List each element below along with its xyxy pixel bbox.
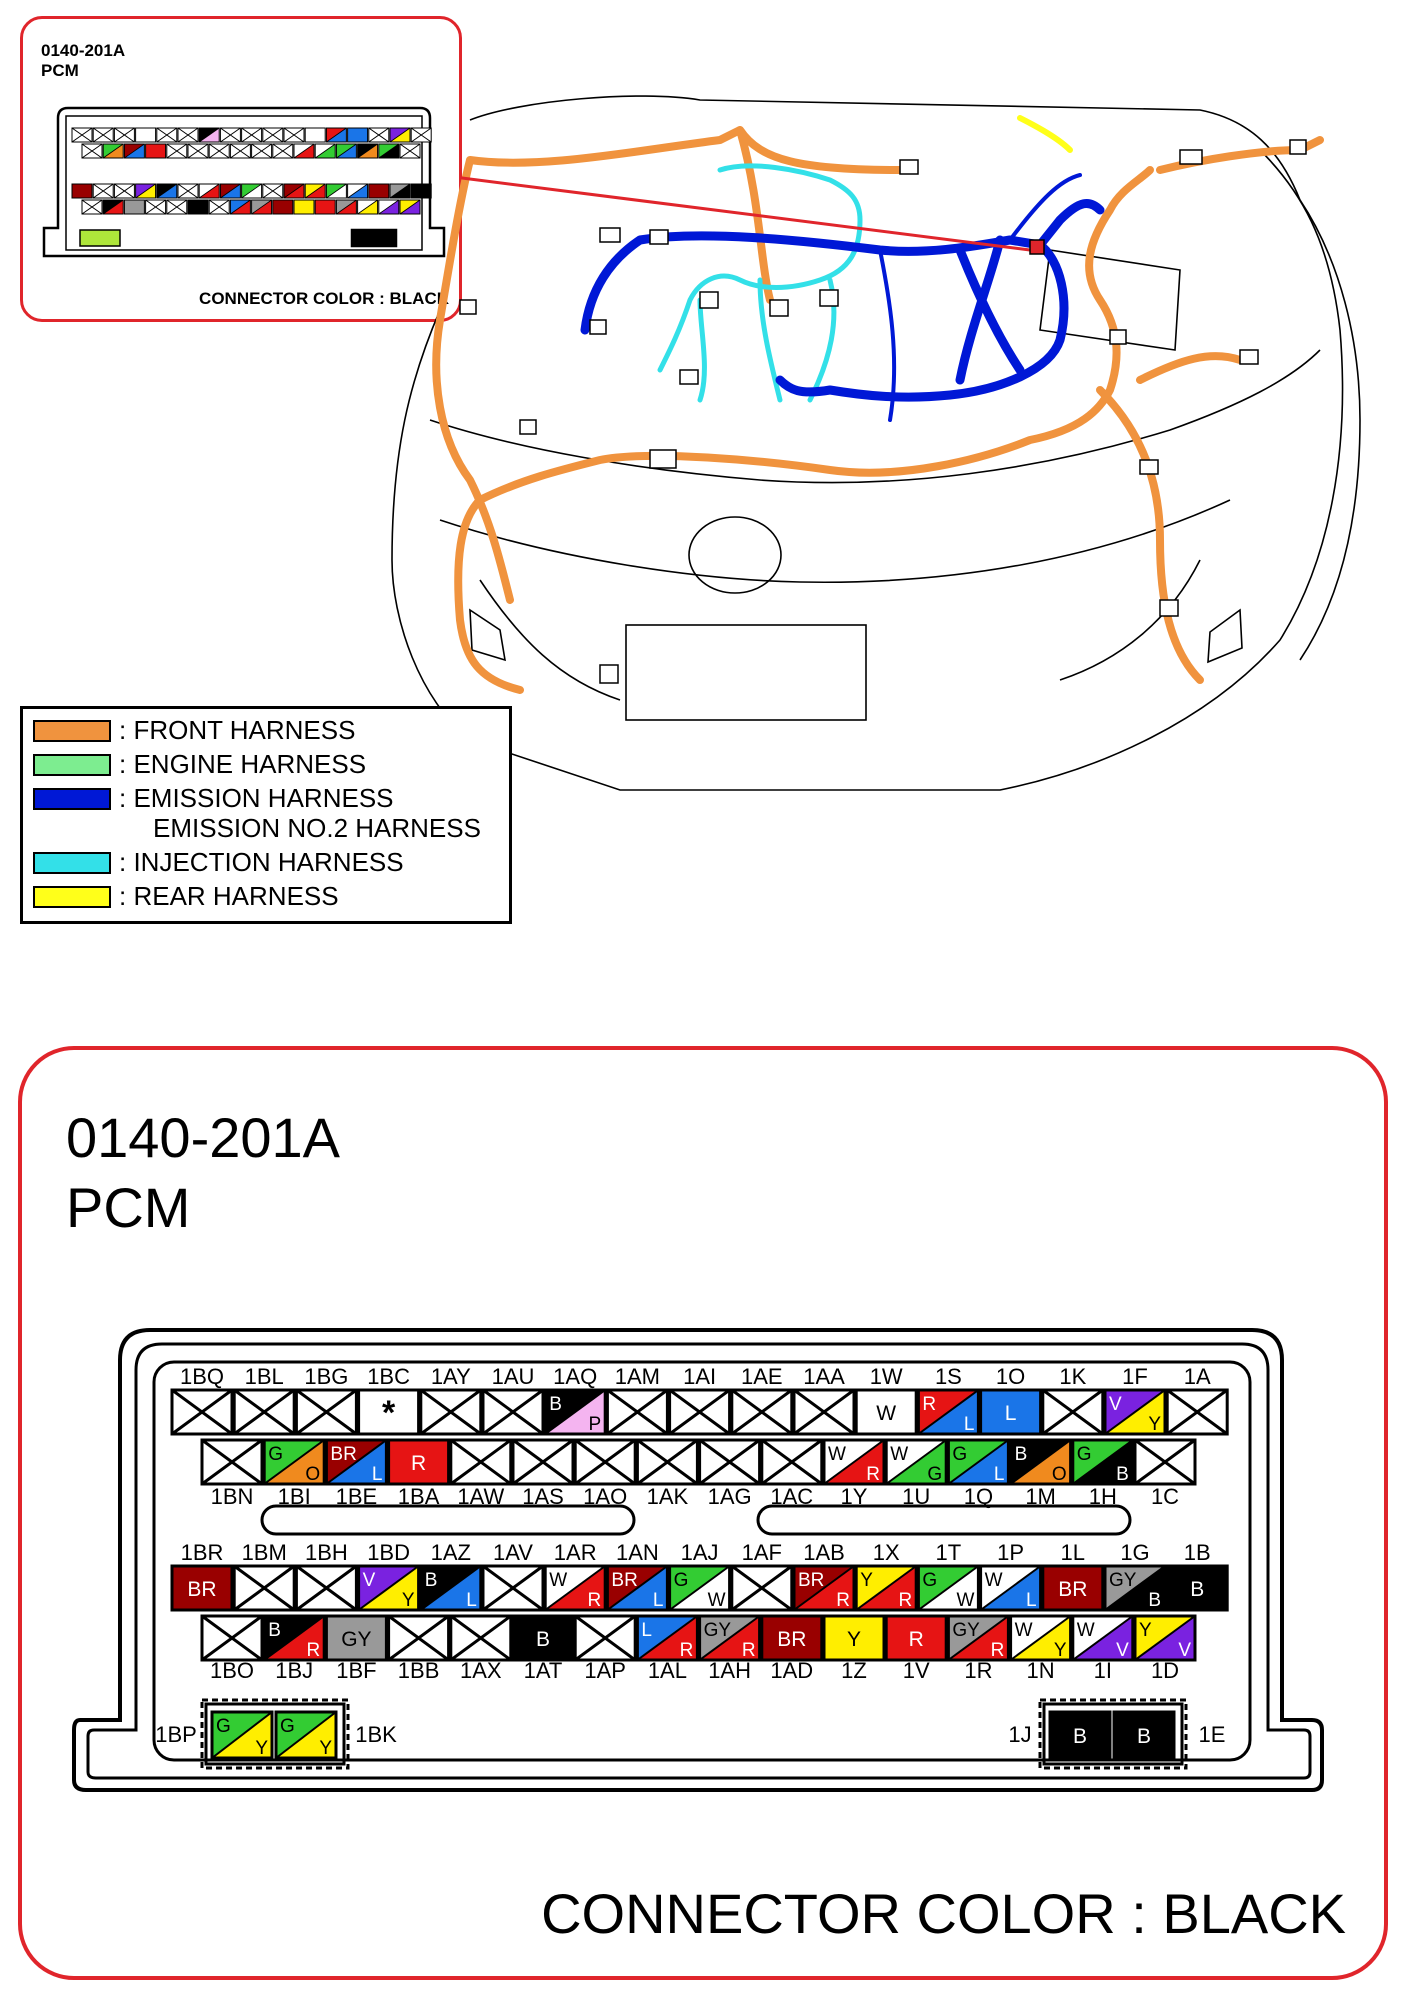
pin-1S — [918, 1390, 978, 1435]
pin-1AN — [607, 1566, 667, 1611]
pin-1AJ — [670, 1566, 730, 1611]
pin-1BI — [264, 1440, 324, 1485]
pin-1BR — [172, 1566, 232, 1610]
wire-color-code: R — [922, 1394, 937, 1415]
pin-1R — [948, 1616, 1008, 1661]
pin-1AC — [762, 1440, 822, 1484]
pin-label: 1T — [935, 1540, 962, 1565]
wire-stripe-code: Y — [255, 1738, 268, 1759]
wire-stripe-code: L — [963, 1414, 975, 1435]
pin-1BB — [389, 1616, 449, 1660]
wire-color-code: W — [1076, 1620, 1095, 1641]
pin-1BE — [326, 1440, 386, 1485]
pin-1BN — [202, 1440, 262, 1484]
pin-label: 1AG — [707, 1484, 752, 1509]
pin-label: 1AK — [646, 1484, 689, 1509]
pin-1T — [918, 1566, 978, 1611]
pin-label: 1AY — [430, 1364, 471, 1389]
pin-label: 1U — [902, 1484, 931, 1509]
wire-color-code: GY — [703, 1620, 732, 1641]
pin-label: 1J — [1008, 1722, 1032, 1747]
wire-color-code: BR — [798, 1570, 825, 1591]
inset-connector-caption: CONNECTOR COLOR : BLACK — [199, 289, 449, 308]
wire-color-code: Y — [846, 1628, 862, 1651]
connector-code: 0140-201A — [66, 1106, 341, 1169]
pin-1I — [1073, 1616, 1133, 1661]
pin-1C — [1135, 1440, 1195, 1484]
wire-stripe-code: Y — [1148, 1414, 1161, 1435]
pin-label: 1BN — [210, 1484, 254, 1509]
pin-label: 1AZ — [430, 1540, 471, 1565]
pin-label: 1AE — [741, 1364, 783, 1389]
right-block-pin-1J — [1050, 1712, 1110, 1758]
pin-label: 1Z — [841, 1658, 867, 1683]
pin-1AD — [762, 1616, 822, 1660]
pin-1L — [1043, 1566, 1103, 1610]
legend-label-injection: : INJECTION HARNESS — [119, 847, 404, 877]
wire-stripe-code: R — [741, 1640, 756, 1661]
pin-1H — [1073, 1440, 1133, 1485]
pin-1Y — [824, 1440, 884, 1485]
wire-stripe-code: Y — [319, 1738, 332, 1759]
pin-1W — [856, 1390, 916, 1434]
pin-label: 1BL — [244, 1364, 284, 1389]
pin-label: 1W — [869, 1364, 903, 1389]
wire-stripe-code: B — [1116, 1464, 1129, 1485]
pin-label: 1D — [1150, 1658, 1180, 1683]
pin-label: 1S — [934, 1364, 962, 1389]
wire-color-code: W — [876, 1402, 897, 1425]
wire-stripe-code: R — [587, 1590, 602, 1611]
pin-1BD — [359, 1566, 419, 1611]
pin-1AU — [483, 1390, 543, 1434]
pin-label: 1BO — [209, 1658, 255, 1683]
wire-color-code: BR — [1058, 1578, 1088, 1601]
wire-color-code: G — [922, 1570, 938, 1591]
wire-stripe-code: O — [305, 1464, 321, 1485]
pin-1AY — [421, 1390, 481, 1434]
pin-label: 1BJ — [275, 1658, 314, 1683]
wire-stripe-code: L — [466, 1590, 477, 1611]
pin-label: 1AI — [683, 1364, 717, 1389]
pin-label: 1AB — [803, 1540, 845, 1565]
wire-color-code: BR — [611, 1570, 638, 1591]
pin-label: 1G — [1120, 1540, 1150, 1565]
pin-1AV — [483, 1566, 543, 1610]
inset-code-text: 0140-201A — [41, 41, 126, 60]
wire-color-code: W — [890, 1444, 909, 1465]
pin-label: 1P — [997, 1540, 1025, 1565]
wire-stripe-code: R — [990, 1640, 1005, 1661]
pin-1M — [1011, 1440, 1071, 1485]
pin-label: 1I — [1093, 1658, 1112, 1683]
wire-color-code: R — [411, 1452, 427, 1475]
pin-1Z — [824, 1616, 884, 1660]
pin-label: 1H — [1088, 1484, 1117, 1509]
wire-color-code: R — [908, 1628, 924, 1651]
pin-1X — [856, 1566, 916, 1611]
wire-color-code: G — [280, 1716, 295, 1737]
wire-stripe-code: W — [707, 1590, 726, 1611]
pin-1O — [981, 1390, 1041, 1434]
pin-1BF — [326, 1616, 386, 1660]
pin-1AI — [670, 1390, 730, 1434]
wire-stripe-code: P — [588, 1414, 602, 1435]
wire-color-code: B — [1190, 1578, 1205, 1601]
pin-label: 1BR — [180, 1540, 224, 1565]
wire-stripe-code: R — [306, 1640, 321, 1661]
pin-1BC — [359, 1390, 419, 1434]
pin-1N — [1011, 1616, 1071, 1661]
inset-name-text: PCM — [41, 61, 79, 80]
pin-1U — [886, 1440, 946, 1485]
wire-color-code: V — [362, 1570, 376, 1591]
wire-color-code: BR — [777, 1628, 807, 1651]
legend-label-rear: : REAR HARNESS — [119, 881, 339, 911]
pin-1AH — [700, 1616, 760, 1661]
pin-label: 1BP — [155, 1722, 197, 1747]
pin-1AT — [513, 1616, 573, 1660]
pin-1AM — [607, 1390, 667, 1434]
legend-label-emission-no2: EMISSION NO.2 HARNESS — [153, 813, 481, 843]
wire-stripe-code: R — [898, 1590, 913, 1611]
pin-label: 1AQ — [553, 1364, 598, 1389]
pin-label: 1AP — [584, 1658, 626, 1683]
pin-1BJ — [264, 1616, 324, 1661]
pin-label: 1E — [1198, 1722, 1226, 1747]
wire-stripe-code: Y — [1053, 1640, 1067, 1661]
pin-1AO — [575, 1440, 635, 1484]
wire-color-code: Y — [1139, 1620, 1152, 1641]
pin-label: 1AX — [460, 1658, 502, 1683]
pin-1BL — [234, 1390, 294, 1434]
legend-label-emission: : EMISSION HARNESS — [119, 783, 394, 813]
pin-label: 1B — [1183, 1540, 1211, 1565]
wire-color-code: Y — [860, 1570, 873, 1591]
wire-color-code: GY — [952, 1620, 980, 1641]
wire-stripe-code: L — [993, 1464, 1005, 1485]
wire-color-code: BR — [187, 1578, 217, 1601]
pin-label: 1AD — [770, 1658, 814, 1683]
wire-stripe-code: L — [1026, 1590, 1037, 1611]
pin-label: 1BE — [335, 1484, 378, 1509]
pin-label: 1A — [1183, 1364, 1211, 1389]
pin-1BQ — [172, 1390, 232, 1434]
pin-label: 1N — [1026, 1658, 1055, 1683]
wire-stripe-code: R — [866, 1464, 880, 1485]
pin-label: 1O — [995, 1364, 1026, 1389]
pin-label: 1AL — [647, 1658, 687, 1683]
pin-label: 1BD — [367, 1540, 410, 1565]
pin-1K — [1043, 1390, 1103, 1434]
wire-stripe-code: V — [1116, 1640, 1129, 1661]
pin-label: 1L — [1060, 1540, 1086, 1565]
pin-label: 1AJ — [680, 1540, 719, 1565]
wire-stripe-code: R — [836, 1590, 850, 1611]
pin-1BG — [296, 1390, 356, 1434]
pin-1BO — [202, 1616, 262, 1660]
pin-1AP — [575, 1616, 635, 1660]
pin-1P — [981, 1566, 1041, 1611]
pin-label: 1BB — [397, 1658, 440, 1683]
right-block-pin-1E — [1114, 1712, 1174, 1758]
pin-1A — [1167, 1390, 1227, 1434]
pin-label: 1AU — [491, 1364, 535, 1389]
pin-1AA — [794, 1390, 854, 1434]
wire-stripe-code: W — [956, 1590, 975, 1611]
pin-label: 1X — [872, 1540, 900, 1565]
legend-label-engine: : ENGINE HARNESS — [119, 749, 367, 779]
pin-label: 1AN — [616, 1540, 659, 1565]
pin-label: 1AM — [614, 1364, 661, 1389]
wire-color-code: GY — [1109, 1570, 1137, 1591]
pin-1AE — [732, 1390, 792, 1434]
wire-color-code: B — [1136, 1725, 1152, 1748]
pin-1AW — [451, 1440, 511, 1484]
wire-color-code: B — [549, 1394, 562, 1415]
pin-label: 1AS — [522, 1484, 564, 1509]
pin-label: 1AW — [457, 1484, 505, 1509]
pin-label: 1BF — [336, 1658, 377, 1683]
connector-color-caption: CONNECTOR COLOR : BLACK — [541, 1882, 1346, 1945]
pin-label: 1BA — [397, 1484, 440, 1509]
wire-color-code: L — [1004, 1402, 1017, 1425]
wire-color-code: V — [1109, 1394, 1122, 1415]
wire-stripe-code: O — [1051, 1464, 1067, 1485]
wire-stripe-code: Y — [401, 1590, 415, 1611]
wire-color-code: W — [1014, 1620, 1033, 1641]
pin-1AL — [637, 1616, 697, 1661]
wire-stripe-code: G — [927, 1464, 943, 1485]
wire-color-code: W — [549, 1570, 568, 1591]
wire-color-code: G — [952, 1444, 968, 1465]
pin-1AR — [545, 1566, 605, 1611]
pin-label: 1AO — [583, 1484, 628, 1509]
pin-label: 1AT — [523, 1658, 563, 1683]
pin-label: 1Y — [840, 1484, 868, 1509]
wire-stripe-code: B — [1148, 1590, 1161, 1611]
pin-label: 1AR — [553, 1540, 597, 1565]
pin-1AG — [700, 1440, 760, 1484]
pin-1BM — [234, 1566, 294, 1610]
pin-label: 1C — [1150, 1484, 1180, 1509]
wire-color-code: B — [268, 1620, 281, 1641]
pin-1G — [1105, 1566, 1165, 1611]
wire-color-code: B — [424, 1570, 438, 1591]
pin-label: 1AC — [770, 1484, 814, 1509]
wire-color-code: G — [1076, 1444, 1092, 1465]
left-block-pin-1BP — [212, 1712, 272, 1759]
pin-1AX — [451, 1616, 511, 1660]
pin-label: 1R — [964, 1658, 993, 1683]
wire-color-code: BR — [330, 1444, 357, 1465]
pin-label: 1K — [1059, 1364, 1087, 1389]
wire-color-code: GY — [341, 1628, 372, 1651]
left-block-pin-1BK — [276, 1712, 336, 1759]
pin-1AQ — [545, 1390, 605, 1435]
legend-label-front: : FRONT HARNESS — [119, 715, 356, 745]
wire-color-code: W — [828, 1444, 846, 1465]
wire-color-code: B — [1072, 1725, 1088, 1748]
pin-1AB — [794, 1566, 854, 1611]
wire-stripe-code: L — [652, 1590, 664, 1611]
pin-1AS — [513, 1440, 573, 1484]
pin-label: 1AA — [803, 1364, 845, 1389]
wire-color-code: G — [216, 1716, 231, 1737]
pin-label: 1M — [1025, 1484, 1056, 1509]
pin-label: 1BG — [304, 1364, 349, 1389]
pin-1F — [1105, 1390, 1165, 1435]
pin-label: 1AV — [493, 1540, 533, 1565]
pin-1AK — [637, 1440, 697, 1484]
pin-1AF — [732, 1566, 792, 1610]
wire-color-code: W — [984, 1570, 1003, 1591]
wire-stripe-code: R — [679, 1640, 694, 1661]
pin-label: 1BI — [277, 1484, 311, 1509]
pin-1V — [886, 1616, 946, 1660]
pin-label: 1V — [902, 1658, 930, 1683]
pin-label: 1BC — [367, 1364, 410, 1389]
wire-color-code: G — [268, 1444, 283, 1465]
wire-color-code: L — [641, 1620, 652, 1641]
pin-label: 1BH — [305, 1540, 348, 1565]
pin-symbol: * — [381, 1394, 396, 1432]
pin-label: 1BK — [355, 1722, 397, 1747]
pin-label: 1AH — [708, 1658, 751, 1683]
pin-1D — [1135, 1616, 1195, 1661]
pin-1Q — [948, 1440, 1008, 1485]
pin-label: 1BM — [241, 1540, 287, 1565]
wire-stripe-code: L — [371, 1464, 383, 1485]
connector-name: PCM — [66, 1176, 191, 1239]
pin-label: 1F — [1122, 1364, 1148, 1389]
wire-stripe-code: V — [1178, 1640, 1191, 1661]
wire-color-code: G — [673, 1570, 689, 1591]
pin-1AZ — [421, 1566, 481, 1611]
wire-color-code: B — [1014, 1444, 1028, 1465]
pin-1BA — [389, 1440, 449, 1484]
pin-label: 1Q — [963, 1484, 994, 1509]
pin-cells — [172, 1390, 1227, 1768]
pin-label: 1AF — [741, 1540, 782, 1565]
pin-label: 1BQ — [179, 1364, 225, 1389]
pin-1BH — [296, 1566, 356, 1610]
pin-1B — [1167, 1566, 1227, 1610]
wire-color-code: B — [535, 1628, 551, 1651]
